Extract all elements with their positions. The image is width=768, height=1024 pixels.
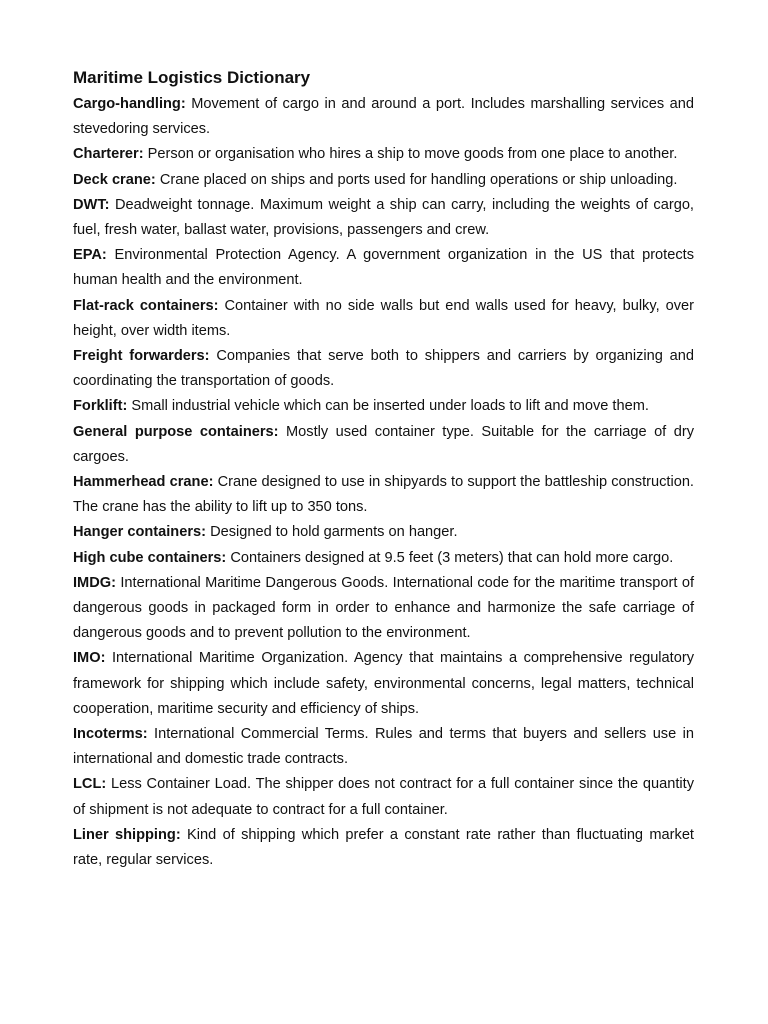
glossary-term: High cube containers:	[73, 549, 227, 566]
glossary-entry	[73, 571, 694, 647]
glossary-entry	[73, 772, 694, 822]
glossary-term: IMO:	[73, 650, 106, 667]
glossary-definition: Crane designed to use in shipyards to support the battleship construction. The crane has the ability to lift up to 350 tons.	[73, 474, 694, 516]
glossary-entry	[73, 142, 694, 167]
glossary-entry	[73, 520, 694, 545]
glossary-definition: Environmental Protection Agency. A government organization in the US that protects human health and the environment.	[73, 247, 694, 289]
glossary-term: DWT:	[73, 196, 110, 213]
glossary-term: Cargo-handling:	[73, 96, 186, 112]
glossary-definition: Small industrial vehicle which can be inserted under loads to lift and move them.	[131, 398, 649, 415]
glossary-definition: Companies that serve both to shippers and carriers by organizing and coordinating the transportation of goods.	[73, 348, 694, 390]
glossary-term: Forklift:	[73, 398, 128, 415]
glossary-definition: International Maritime Organization. Agency that maintains a comprehensive regulatory framework for shipping which include safety, environmental concerns, legal matters, technical cooperation, maritime security and efficiency of ships.	[73, 650, 694, 717]
glossary-term: LCL:	[73, 776, 107, 793]
glossary-term: Hanger containers:	[73, 524, 206, 541]
glossary-definition: Designed to hold garments on hanger.	[210, 524, 458, 541]
glossary-entry	[73, 394, 694, 419]
glossary-definition: Containers designed at 9.5 feet (3 meters) that can hold more cargo.	[230, 549, 674, 566]
glossary-definition: Person or organisation who hires a ship to move goods from one place to another.	[147, 146, 678, 163]
document-title: Maritime Logistics Dictionary	[73, 68, 311, 87]
glossary-entry	[73, 294, 694, 344]
glossary-entry	[73, 243, 694, 293]
glossary-term: IMDG:	[73, 574, 116, 591]
glossary-term: General purpose containers:	[73, 423, 279, 440]
glossary-entry	[73, 168, 694, 193]
glossary-list	[73, 92, 694, 873]
glossary-entry	[73, 344, 694, 394]
glossary-definition: Movement of cargo in and around a port. Includes marshalling services and stevedoring services.	[73, 96, 694, 138]
glossary-term: Incoterms:	[73, 726, 148, 743]
glossary-entry	[73, 646, 694, 722]
glossary-definition: Deadweight tonnage. Maximum weight a ship can carry, including the weights of cargo, fuel, fresh water, ballast water, provisions, passengers and crew.	[73, 196, 694, 239]
glossary-entry	[73, 823, 694, 873]
glossary-term: Flat-rack containers:	[73, 297, 219, 314]
glossary-term: Hammerhead crane:	[73, 474, 214, 491]
glossary-definition: Crane placed on ships and ports used for handling operations or ship unloading.	[159, 171, 678, 188]
glossary-term: Freight forwarders:	[73, 348, 210, 365]
glossary-entry	[73, 546, 694, 571]
glossary-definition: Kind of shipping which prefer a constant rate rather than fluctuating market rate, regular services.	[73, 826, 694, 869]
glossary-entry	[73, 722, 694, 772]
glossary-term: Charterer:	[73, 146, 144, 163]
glossary-definition: Mostly used container type. Suitable for the carriage of dry cargoes.	[73, 423, 694, 465]
glossary-entry	[73, 420, 694, 470]
glossary-term: Liner shipping:	[73, 826, 181, 843]
glossary-definition: Less Container Load. The shipper does not contract for a full container since the quantity of shipment is not adequate to contract for a full container.	[73, 776, 694, 818]
glossary-entry	[73, 470, 694, 520]
glossary-definition: International Maritime Dangerous Goods. International code for the maritime transport of dangerous goods in packaged form in order to enhance and harmonize the safe carriage of dangerous goods and to prevent pollution to the environment.	[73, 574, 694, 642]
glossary-term: EPA:	[73, 247, 107, 264]
glossary-entry	[73, 92, 694, 142]
glossary-definition: Container with no side walls but end walls used for heavy, bulky, over height, over width items.	[73, 297, 694, 339]
glossary-definition: International Commercial Terms. Rules and terms that buyers and sellers use in international and domestic trade contracts.	[73, 726, 694, 768]
glossary-entry	[73, 193, 694, 243]
glossary-term: Deck crane:	[73, 171, 156, 188]
